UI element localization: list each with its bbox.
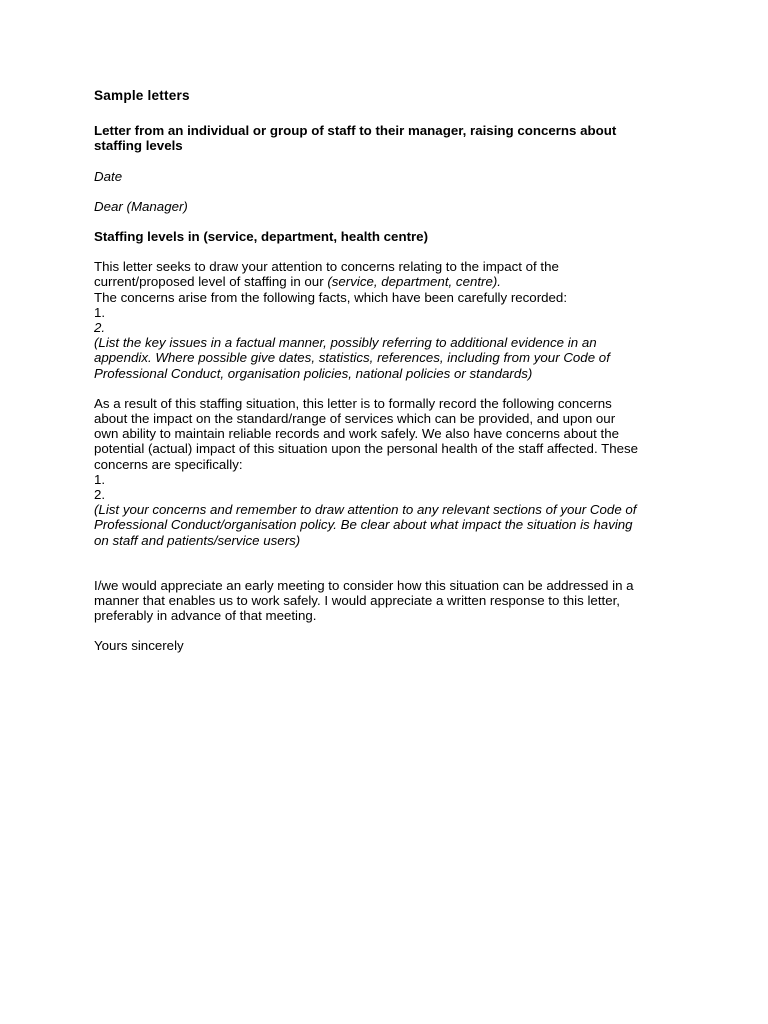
list-number: 2. bbox=[94, 320, 106, 336]
instruction-line: Professional Conduct/organisation policy. Be clear about what impact the situation is having bbox=[94, 517, 633, 533]
text-line: manner that enables us to work safely. I would appreciate a written response to this letter, bbox=[94, 593, 620, 609]
salutation: Dear (Manager) bbox=[94, 198, 188, 214]
instruction-line: on staff and patients/service users) bbox=[94, 532, 301, 548]
text-span: current/proposed level of staffing in our bbox=[94, 274, 328, 290]
text-line bbox=[94, 274, 694, 289]
text-line: preferably in advance of that meeting. bbox=[94, 608, 317, 624]
text-line: own ability to maintain reliable records and work safely. We also have concerns about the bbox=[94, 426, 620, 442]
text-line: about the impact on the standard/range of services which can be provided, and upon our bbox=[94, 411, 616, 427]
closing: Yours sincerely bbox=[94, 638, 184, 654]
text-line: The concerns arise from the following facts, which have been carefully recorded: bbox=[94, 289, 568, 305]
list-number: 1. bbox=[94, 471, 106, 487]
letter-subject: Staffing levels in (service, department, health centre) bbox=[94, 229, 428, 245]
text-line: I/we would appreciate an early meeting to consider how this situation can be addressed in a bbox=[94, 577, 634, 593]
text-line: potential (actual) impact of this situation upon the personal health of the staff affected. These bbox=[94, 441, 639, 457]
text-line: This letter seeks to draw your attention to concerns relating to the impact of the bbox=[94, 259, 559, 275]
instruction-line: (List the key issues in a factual manner, possibly referring to additional evidence in an bbox=[94, 335, 597, 351]
list-number: 2. bbox=[94, 487, 106, 503]
paragraph-concerns bbox=[94, 396, 694, 548]
paragraph-facts bbox=[94, 259, 694, 381]
letter-subtitle bbox=[94, 123, 694, 153]
placeholder-span: (service, department, centre). bbox=[327, 274, 501, 290]
subtitle-line: Letter from an individual or group of staff to their manager, raising concerns about bbox=[94, 123, 617, 139]
text-line: As a result of this staffing situation, this letter is to formally record the following concerns bbox=[94, 395, 612, 411]
document-title: Sample letters bbox=[94, 88, 190, 103]
text-line: concerns are specifically: bbox=[94, 456, 243, 472]
list-number: 1. bbox=[94, 304, 106, 320]
letter-content bbox=[94, 88, 694, 669]
paragraph-meeting-request bbox=[94, 578, 694, 624]
instruction-line: appendix. Where possible give dates, statistics, references, including from your Code of bbox=[94, 350, 610, 366]
instruction-line: Professional Conduct, organisation policies, national policies or standards) bbox=[94, 365, 533, 381]
subtitle-line: staffing levels bbox=[94, 138, 183, 154]
instruction-line: (List your concerns and remember to draw attention to any relevant sections of your Code of bbox=[94, 502, 637, 518]
date-placeholder: Date bbox=[94, 168, 123, 184]
